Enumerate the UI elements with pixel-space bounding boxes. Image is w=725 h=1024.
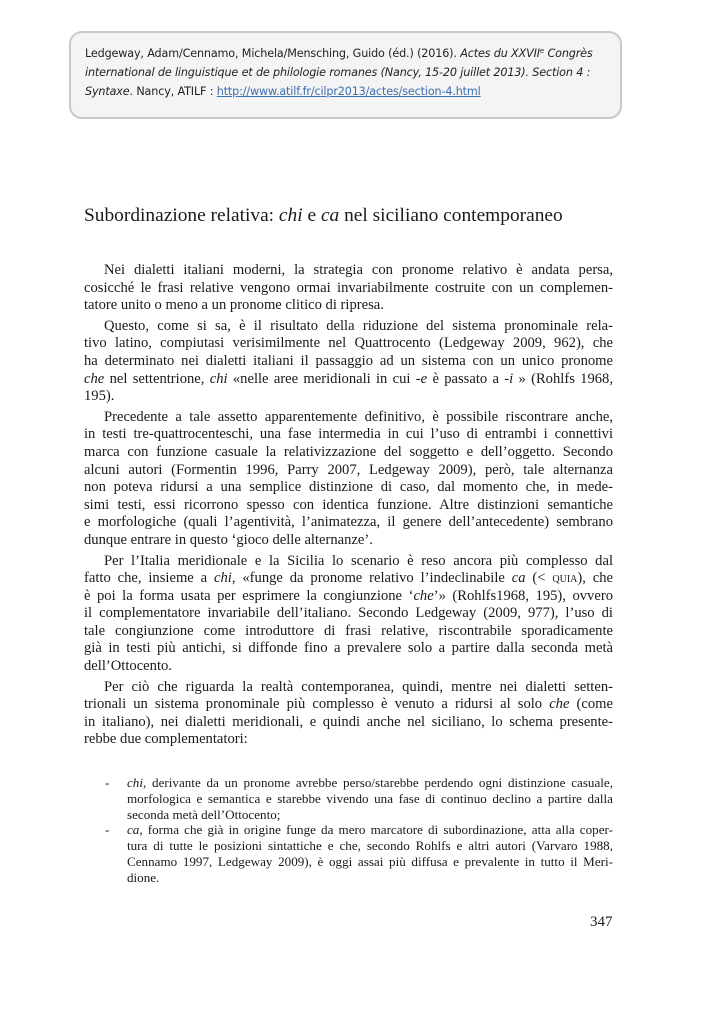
- text-line: Per ciò che riguarda la realtà contemporanea, quindi, mentre nei dialetti setten-: [104, 678, 613, 695]
- term-ca: ca: [511, 570, 526, 587]
- title-chi: chi: [278, 205, 303, 226]
- text-fragment: , forma che già in origine funge da mero marcatore di subordinazione, atta alla coper-: [139, 822, 613, 838]
- text-fragment: , «funge da pronome relativo l’indeclinabile: [231, 570, 512, 587]
- text-line: tura di tutte le posizioni sintattiche e che, secondo Rohlfs e altri autori (Varvaro 1988,: [127, 838, 613, 854]
- text-line: in italiano), nei dialetti meridionali, e quindi anche nel siciliano, lo schema presente-: [84, 713, 613, 730]
- paragraph-4: [84, 553, 613, 676]
- citation-authors: Ledgeway, Adam/Cennamo, Michela/Mensching, Guido (éd.) (2016).: [85, 47, 461, 60]
- term-che: che: [413, 587, 434, 604]
- text-line: tatore unito o meno a un pronome clitico di ripresa.: [84, 297, 384, 314]
- text-line: dunque entrare in questo ‘gioco delle alternanze’.: [84, 531, 373, 548]
- text-line: ha determinato nei dialetti italiani il passaggio ad un sistema con un unico pronome: [84, 352, 613, 369]
- text-fragment: è poi la forma usata per esprimere la congiunzione ‘: [84, 587, 414, 604]
- text-fragment: ), che: [577, 570, 614, 587]
- citation-proceedings-title: Actes du XXVII: [460, 47, 540, 60]
- text-fragment: (come: [569, 696, 613, 713]
- page-number: 347: [590, 914, 613, 930]
- text-fragment: (<: [525, 570, 553, 587]
- text-line: Questo, come si sa, è il risultato della riduzione del sistema pronominale rela-: [104, 317, 613, 334]
- text-fragment: , derivante da un pronome avrebbe perso/starebbe perdendo ogni distinzione casuale,: [143, 775, 613, 790]
- text-fragment: «nelle aree meridionali in cui -: [227, 370, 421, 387]
- text-line: [84, 570, 613, 588]
- title-part: nel siciliano contemporaneo: [339, 205, 563, 226]
- text-line: [127, 775, 613, 791]
- text-fragment: trionali un sistema pronominale più complesso è venuto a ridursi al solo: [84, 696, 550, 713]
- paragraph-1: [84, 262, 613, 315]
- text-line: Nei dialetti italiani moderni, la strategia con pronome relativo è andata persa,: [104, 262, 613, 278]
- text-line: il complementatore invariabile dell’italiano. Secondo Ledgeway (2009, 977), l’uso di: [84, 605, 613, 622]
- text-line: marca con funzione casuale la relativizzazione del soggetto e dell’oggetto. Secondo: [84, 443, 613, 460]
- text-line: non poteva ridursi a una semplice distinzione di caso, dal momento che, in mede-: [84, 479, 613, 496]
- text-line: rebbe due complementatori:: [84, 731, 248, 748]
- text-line: 195).: [84, 388, 115, 405]
- text-fragment: » (Rohlfs 1968,: [513, 370, 614, 387]
- body-text: [84, 262, 613, 752]
- citation-publisher: . Nancy, ATILF :: [129, 85, 217, 98]
- term-che: che: [549, 696, 570, 713]
- text-line: dell’Ottocento.: [84, 658, 172, 675]
- text-line: [127, 822, 613, 838]
- citation-section: Syntaxe: [85, 85, 130, 98]
- text-line: [84, 371, 613, 389]
- text-line: e morfologiche (quali l’agentività, l’animatezza, il genere dell’antecedente) sembrano: [84, 514, 613, 531]
- term-quia: quia: [552, 570, 578, 587]
- text-line: dione.: [127, 869, 160, 885]
- text-line: morfologica e semantica e starebbe vivendo una fase di continuo declino a partire dalla: [127, 790, 613, 806]
- term-chi: chi: [214, 570, 232, 587]
- citation-link[interactable]: http://www.atilf.fr/cilpr2013/actes/section-4.html: [216, 85, 481, 98]
- title-part: e: [302, 205, 321, 226]
- text-line: tale congiunzione come introduttore di frasi relative, riscontrabile sporadicamente: [84, 622, 613, 639]
- text-line: simi testi, essi ricorrono spesso con identica funzione. Altre distinzioni semantiche: [84, 496, 613, 513]
- term-e: e: [420, 370, 428, 387]
- list-item-ca: [84, 822, 613, 885]
- citation-line-3: [85, 82, 604, 101]
- citation-proceedings-title-line2: international de linguistique et de philologie romanes (Nancy, 15-20 juillet 2013). Section 4 :: [85, 66, 591, 79]
- list-dash: -: [105, 775, 110, 790]
- paragraph-2: [84, 318, 613, 406]
- text-fragment: è passato a -: [427, 370, 510, 387]
- citation-line-2: [85, 63, 604, 82]
- paragraph-3: [84, 409, 613, 550]
- text-fragment: fatto che, insieme a: [84, 570, 214, 587]
- text-line: già in testi più antichi, si diffonde fino a prevalere solo a partire dalla seconda metà: [84, 640, 613, 657]
- text-line: Cennamo 1997, Ledgeway 2009), è oggi assai più diffusa e prevalente in tutto il Meri-: [127, 853, 613, 869]
- text-line: tivo latino, compiutasi verisimilmente nel Quattrocento (Ledgeway 2009, 962), che: [84, 335, 613, 352]
- term-che: che: [84, 370, 105, 387]
- term-chi: chi: [127, 775, 143, 790]
- term-i: i: [509, 370, 514, 387]
- text-line: seconda metà dell’Ottocento;: [127, 806, 281, 822]
- list-item-chi: [84, 775, 613, 822]
- text-fragment: nel settentrione,: [104, 370, 210, 387]
- term-ca: ca: [127, 822, 140, 838]
- text-line: [84, 588, 613, 606]
- text-line: Precedente a tale assetto apparentemente definitivo, è possibile riscontrare anche,: [104, 408, 613, 425]
- title-ca: ca: [320, 205, 340, 226]
- term-chi: chi: [209, 370, 228, 387]
- citation-superscript: e: [539, 47, 545, 55]
- text-line: alcuni autori (Formentin 1996, Parry 2007, Ledgeway 2009), però, tale alternanza: [84, 461, 613, 478]
- text-line: cosicché le frasi relative vengono ormai invariabilmente costruite con un complemen-: [84, 279, 613, 296]
- paragraph-5: [84, 679, 613, 749]
- complementizer-list: [84, 775, 613, 886]
- paper-title: [84, 203, 563, 229]
- citation-box: [69, 31, 622, 119]
- citation-proceedings-title-cont: Congrès: [544, 47, 593, 60]
- title-part: Subordinazione relativa:: [84, 205, 279, 226]
- text-line: in testi tre-quattrocenteschi, una fase intermedia in cui l’uso di entrambi i connettivi: [84, 426, 613, 443]
- text-fragment: ’» (Rohlfs1968, 195), ovvero: [433, 587, 613, 604]
- citation-line-1: [85, 44, 604, 63]
- list-dash: -: [105, 822, 110, 838]
- text-line: Per l’Italia meridionale e la Sicilia lo scenario è reso ancora più complesso dal: [104, 552, 613, 569]
- text-line: [84, 696, 613, 714]
